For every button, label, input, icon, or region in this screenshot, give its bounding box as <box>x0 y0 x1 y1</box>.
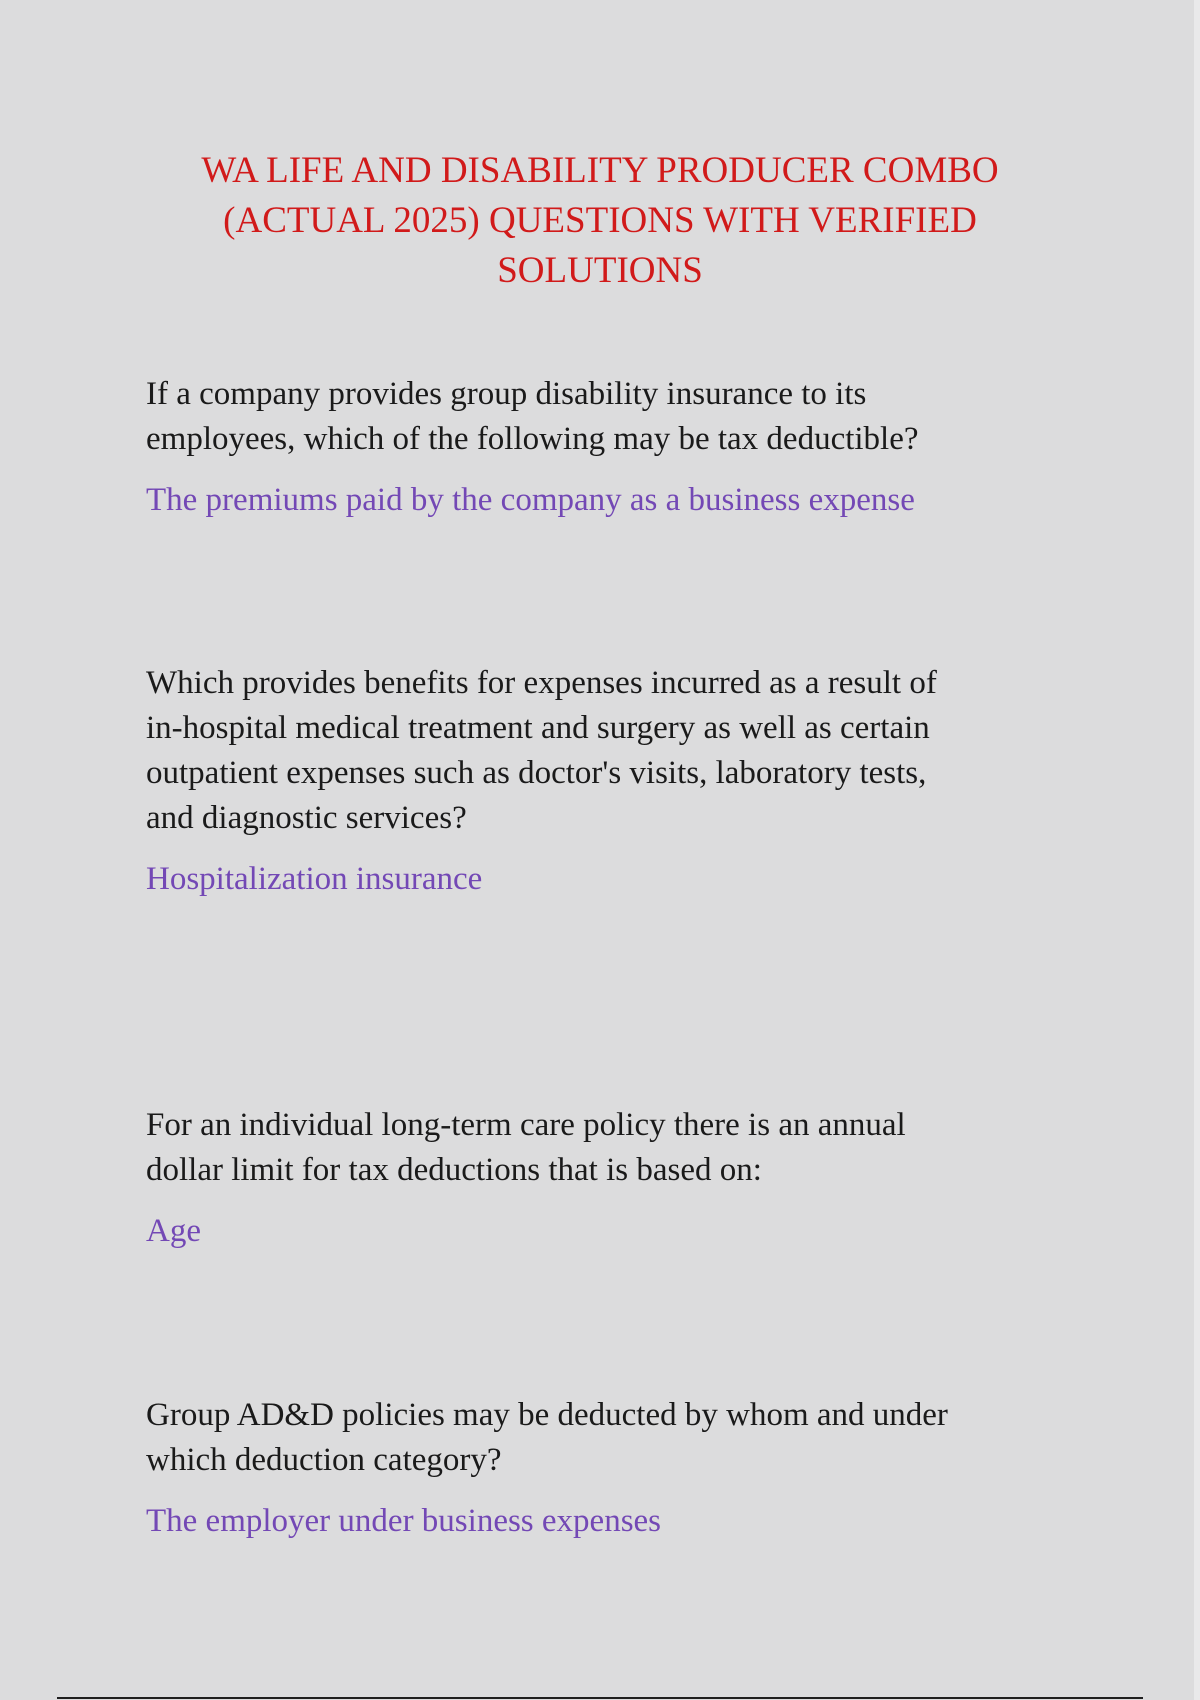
question-line: If a company provides group disability insurance to its <box>146 376 867 412</box>
question-line: employees, which of the following may be tax deductible? <box>146 421 919 457</box>
qa-item-2 <box>146 661 1046 902</box>
question-text <box>146 1103 1046 1193</box>
question-line: Group AD&D policies may be deducted by whom and under <box>146 1397 948 1433</box>
title-line: WA LIFE AND DISABILITY PRODUCER COMBO <box>201 150 999 191</box>
question-line: dollar limit for tax deductions that is based on: <box>146 1152 762 1188</box>
answer-text: Age <box>146 1213 201 1249</box>
answer-text: Hospitalization insurance <box>146 861 483 897</box>
question-text <box>146 661 1046 841</box>
question-text <box>146 372 1046 462</box>
question-line: which deduction category? <box>146 1442 502 1478</box>
answer-text: The employer under business expenses <box>146 1503 662 1539</box>
page-edge <box>1194 0 1200 1700</box>
question-line: and diagnostic services? <box>146 800 467 836</box>
footer-divider <box>57 1697 1143 1699</box>
qa-item-3 <box>146 1103 1046 1254</box>
qa-item-4 <box>146 1393 1046 1544</box>
question-line: Which provides benefits for expenses incurred as a result of <box>146 665 937 701</box>
title-line: (ACTUAL 2025) QUESTIONS WITH VERIFIED <box>223 200 977 241</box>
question-line: in-hospital medical treatment and surgery as well as certain <box>146 710 930 746</box>
question-line: outpatient expenses such as doctor's visits, laboratory tests, <box>146 755 927 791</box>
answer-text: The premiums paid by the company as a business expense <box>146 482 915 518</box>
qa-item-1 <box>146 372 1046 523</box>
question-line: For an individual long-term care policy there is an annual <box>146 1107 906 1143</box>
question-text <box>146 1393 1046 1483</box>
title-line: SOLUTIONS <box>497 250 703 291</box>
document-title <box>100 146 1100 296</box>
